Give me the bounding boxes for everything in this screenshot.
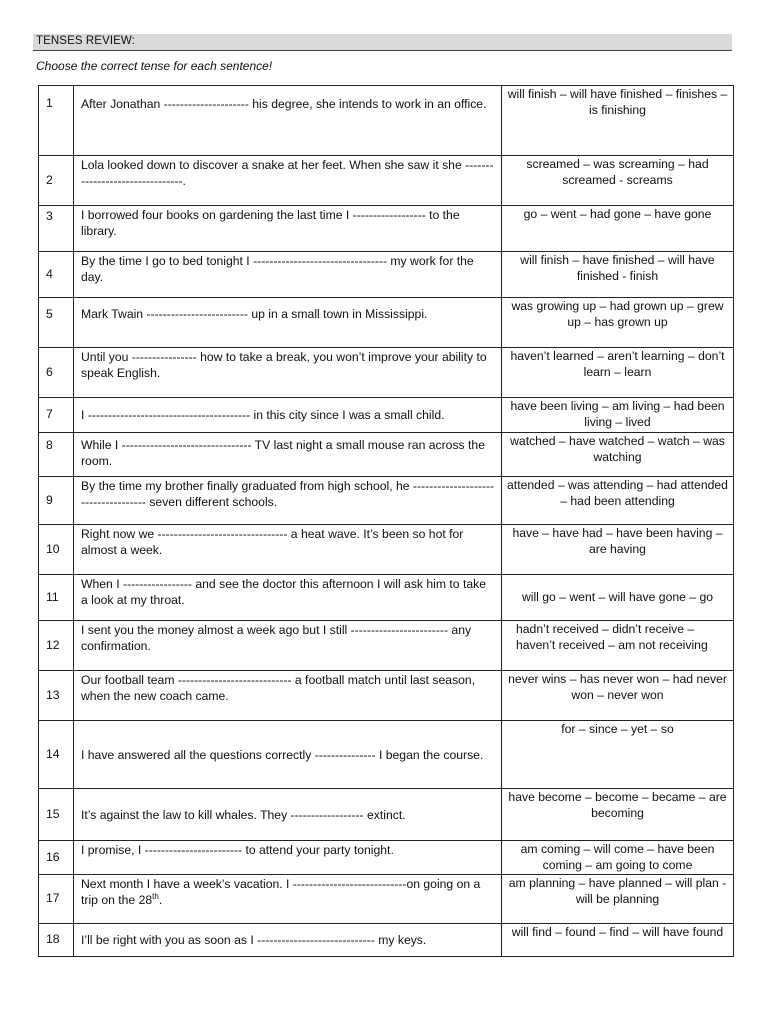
table-row — [39, 398, 734, 433]
table-row — [39, 875, 734, 924]
sentence: I promise, I ------------------------ to attend your party tonight. — [74, 841, 502, 875]
row-number: 4 — [39, 252, 74, 298]
row-number: 2 — [39, 156, 74, 206]
options: will finish – have finished – will have finished - finish — [502, 252, 734, 298]
options: have – have had – have been having – are having — [502, 525, 734, 575]
sentence: I have answered all the questions correctly --------------- I began the course. — [74, 721, 502, 789]
row-number: 6 — [39, 348, 74, 398]
row-number: 8 — [39, 433, 74, 477]
options: am coming – will come – have been coming – am going to come — [502, 841, 734, 875]
row-number: 13 — [39, 671, 74, 721]
table-row — [39, 433, 734, 477]
sentence: I ---------------------------------------- in this city since I was a small child. — [74, 398, 502, 433]
sentence: I borrowed four books on gardening the last time I ------------------ to the library. — [74, 206, 502, 252]
options: screamed – was screaming – had screamed - screams — [502, 156, 734, 206]
table-row — [39, 575, 734, 621]
sentence: After Jonathan --------------------- his degree, she intends to work in an office. — [74, 86, 502, 156]
row-number: 18 — [39, 924, 74, 957]
options: haven’t learned – aren’t learning – don’t learn – learn — [502, 348, 734, 398]
options: for – since – yet – so — [502, 721, 734, 789]
sentence: Lola looked down to discover a snake at her feet. When she saw it she --------------------------------. — [74, 156, 502, 206]
instructions: Choose the correct tense for each sentence! — [36, 59, 273, 73]
superscript: th — [152, 891, 159, 901]
row-number: 10 — [39, 525, 74, 575]
table-row — [39, 789, 734, 841]
row-number: 5 — [39, 298, 74, 348]
table-row — [39, 477, 734, 525]
page-title: TENSES REVIEW: — [36, 35, 135, 47]
options: will finish – will have finished – finishes – is finishing — [502, 86, 734, 156]
sentence: While I -------------------------------- TV last night a small mouse ran across the room. — [74, 433, 502, 477]
options: will find – found – find – will have found — [502, 924, 734, 957]
row-number: 3 — [39, 206, 74, 252]
row-number: 14 — [39, 721, 74, 789]
row-number: 12 — [39, 621, 74, 671]
table-row — [39, 156, 734, 206]
sentence: Our football team ---------------------------- a football match until last season, when the new coach came. — [74, 671, 502, 721]
options: hadn’t received – didn’t receive – haven’t received – am not receiving — [502, 621, 734, 671]
options: have been living – am living – had been living – lived — [502, 398, 734, 433]
sentence: Until you ---------------- how to take a break, you won’t improve your ability to speak English. — [74, 348, 502, 398]
sentence-end: . — [158, 892, 163, 907]
options: go – went – had gone – have gone — [502, 206, 734, 252]
table-row — [39, 252, 734, 298]
options: was growing up – had grown up – grew up – has grown up — [502, 298, 734, 348]
table-row — [39, 841, 734, 875]
row-number: 7 — [39, 398, 74, 433]
table-row — [39, 525, 734, 575]
table-row — [39, 348, 734, 398]
sentence: I sent you the money almost a week ago but I still ------------------------ any confirmation. — [74, 621, 502, 671]
table-row — [39, 621, 734, 671]
table-row — [39, 298, 734, 348]
row-number: 15 — [39, 789, 74, 841]
row-number: 9 — [39, 477, 74, 525]
sentence: I’ll be right with you as soon as I ----------------------------- my keys. — [74, 924, 502, 957]
sentence-text: Next month I have a week’s vacation. I ----------------------------on going on a trip on the 28 — [81, 877, 481, 907]
options: will go – went – will have gone – go — [502, 575, 734, 621]
sentence: It’s against the law to kill whales. They ------------------ extinct. — [74, 789, 502, 841]
exercise-table — [38, 85, 734, 957]
options: never wins – has never won – had never won – never won — [502, 671, 734, 721]
options: watched – have watched – watch – was watching — [502, 433, 734, 477]
table-row — [39, 206, 734, 252]
options: have become – become – became – are becoming — [502, 789, 734, 841]
table-row — [39, 924, 734, 957]
sentence — [74, 875, 502, 924]
table-row — [39, 721, 734, 789]
sentence: Mark Twain ------------------------- up in a small town in Mississippi. — [74, 298, 502, 348]
header-bar — [33, 34, 732, 51]
row-number: 1 — [39, 86, 74, 156]
sentence: When I ----------------- and see the doctor this afternoon I will ask him to take a look at my throat. — [74, 575, 502, 621]
row-number: 11 — [39, 575, 74, 621]
table-row — [39, 671, 734, 721]
table-row — [39, 86, 734, 156]
row-number: 17 — [39, 875, 74, 924]
row-number: 16 — [39, 841, 74, 875]
options: attended – was attending – had attended – had been attending — [502, 477, 734, 525]
sentence: Right now we -------------------------------- a heat wave. It’s been so hot for almost a week. — [74, 525, 502, 575]
sentence: By the time my brother finally graduated from high school, he ------------------------------------ seven different schools. — [74, 477, 502, 525]
sentence: By the time I go to bed tonight I --------------------------------- my work for the day. — [74, 252, 502, 298]
options: am planning – have planned – will plan -will be planning — [502, 875, 734, 924]
